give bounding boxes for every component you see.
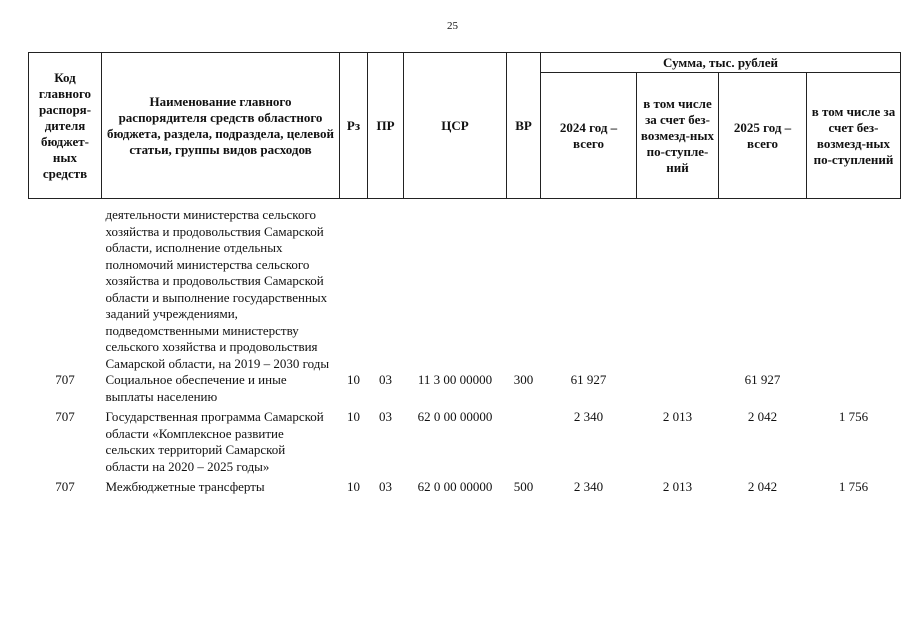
table-row xyxy=(29,475,901,496)
header-rz: Рз xyxy=(340,53,368,199)
cell-rz: 10 xyxy=(347,372,360,387)
cell-2024-gratuitous: 2 013 xyxy=(662,409,693,424)
cell-code xyxy=(29,207,102,372)
cell-csr xyxy=(404,207,507,372)
cell-2024-gratuitous xyxy=(637,207,719,372)
table-row xyxy=(29,372,901,405)
cell-vr: 300 xyxy=(513,372,534,387)
header-sum-group: Сумма, тыс. рублей xyxy=(541,53,901,73)
header-csr: ЦСР xyxy=(404,53,507,199)
cell-2024-total: 2 340 xyxy=(573,409,604,424)
cell-2024-gratuitous: 2 013 xyxy=(662,479,693,494)
cell-vr: 500 xyxy=(513,479,534,494)
cell-2025-gratuitous: 1 756 xyxy=(838,409,869,424)
cell-rz: 10 xyxy=(347,409,360,424)
cell-csr: 62 0 00 00000 xyxy=(417,409,493,424)
cell-2025-gratuitous xyxy=(807,372,901,405)
cell-2024-gratuitous xyxy=(637,372,719,405)
cell-pr: 03 xyxy=(379,372,392,387)
cell-code: 707 xyxy=(55,409,75,424)
cell-name: деятельности министерства сельского хозяйства и продовольствия Самарской области, исполнение отдельных полномочий министерства сельского хозяйства и продовольствия Самарской области и выполнение государственных заданий учреждениями, подведомственными министерству сельского хозяйства и продовольствия Самарской области, на 2019 – 2030 годы xyxy=(105,207,330,371)
cell-rz: 10 xyxy=(347,479,360,494)
cell-name: Государственная программа Самарской области «Комплексное развитие сельских территорий Самарской области на 2020 – 2025 годы» xyxy=(105,409,324,474)
cell-2025-gratuitous xyxy=(807,207,901,372)
cell-2025-total: 2 042 xyxy=(747,479,778,494)
header-name: Наименование главного распорядителя средств областного бюджета, раздела, подраздела, целевой статьи, группы видов расходов xyxy=(102,53,340,199)
header-2025-total: 2025 год – всего xyxy=(719,73,807,199)
cell-2025-total xyxy=(719,207,807,372)
cell-pr: 03 xyxy=(379,409,392,424)
budget-table xyxy=(28,52,901,496)
cell-name: Межбюджетные трансферты xyxy=(105,479,265,494)
cell-code: 707 xyxy=(55,479,75,494)
table-row xyxy=(29,207,901,372)
cell-code: 707 xyxy=(55,372,75,387)
table-row xyxy=(29,405,901,475)
header-code: Код главного распоря-дителя бюджет-ных средств xyxy=(29,53,102,199)
page-number: 25 xyxy=(447,20,458,32)
header-2024-gratuitous: в том числе за счет без-возмезд-ных по-ступле-ний xyxy=(637,73,719,199)
cell-2024-total xyxy=(541,207,637,372)
cell-2024-total: 61 927 xyxy=(570,372,607,387)
cell-csr: 11 3 00 00000 xyxy=(417,372,493,387)
cell-2025-total: 2 042 xyxy=(747,409,778,424)
header-vr: ВР xyxy=(507,53,541,199)
cell-vr xyxy=(507,207,541,372)
table-body xyxy=(29,199,901,496)
header-pr: ПР xyxy=(368,53,404,199)
cell-2024-total: 2 340 xyxy=(573,479,604,494)
table-header xyxy=(29,53,901,199)
cell-pr: 03 xyxy=(379,479,392,494)
cell-2025-total: 61 927 xyxy=(744,372,781,387)
cell-csr: 62 0 00 00000 xyxy=(417,479,493,494)
cell-vr xyxy=(507,405,541,475)
cell-rz xyxy=(340,207,368,372)
header-2024-total: 2024 год – всего xyxy=(541,73,637,199)
header-2025-gratuitous: в том числе за счет без-возмезд-ных по-ступлений xyxy=(807,73,901,199)
cell-2025-gratuitous: 1 756 xyxy=(838,479,869,494)
cell-pr xyxy=(368,207,404,372)
cell-name: Социальное обеспечение и иные выплаты населению xyxy=(105,372,287,404)
